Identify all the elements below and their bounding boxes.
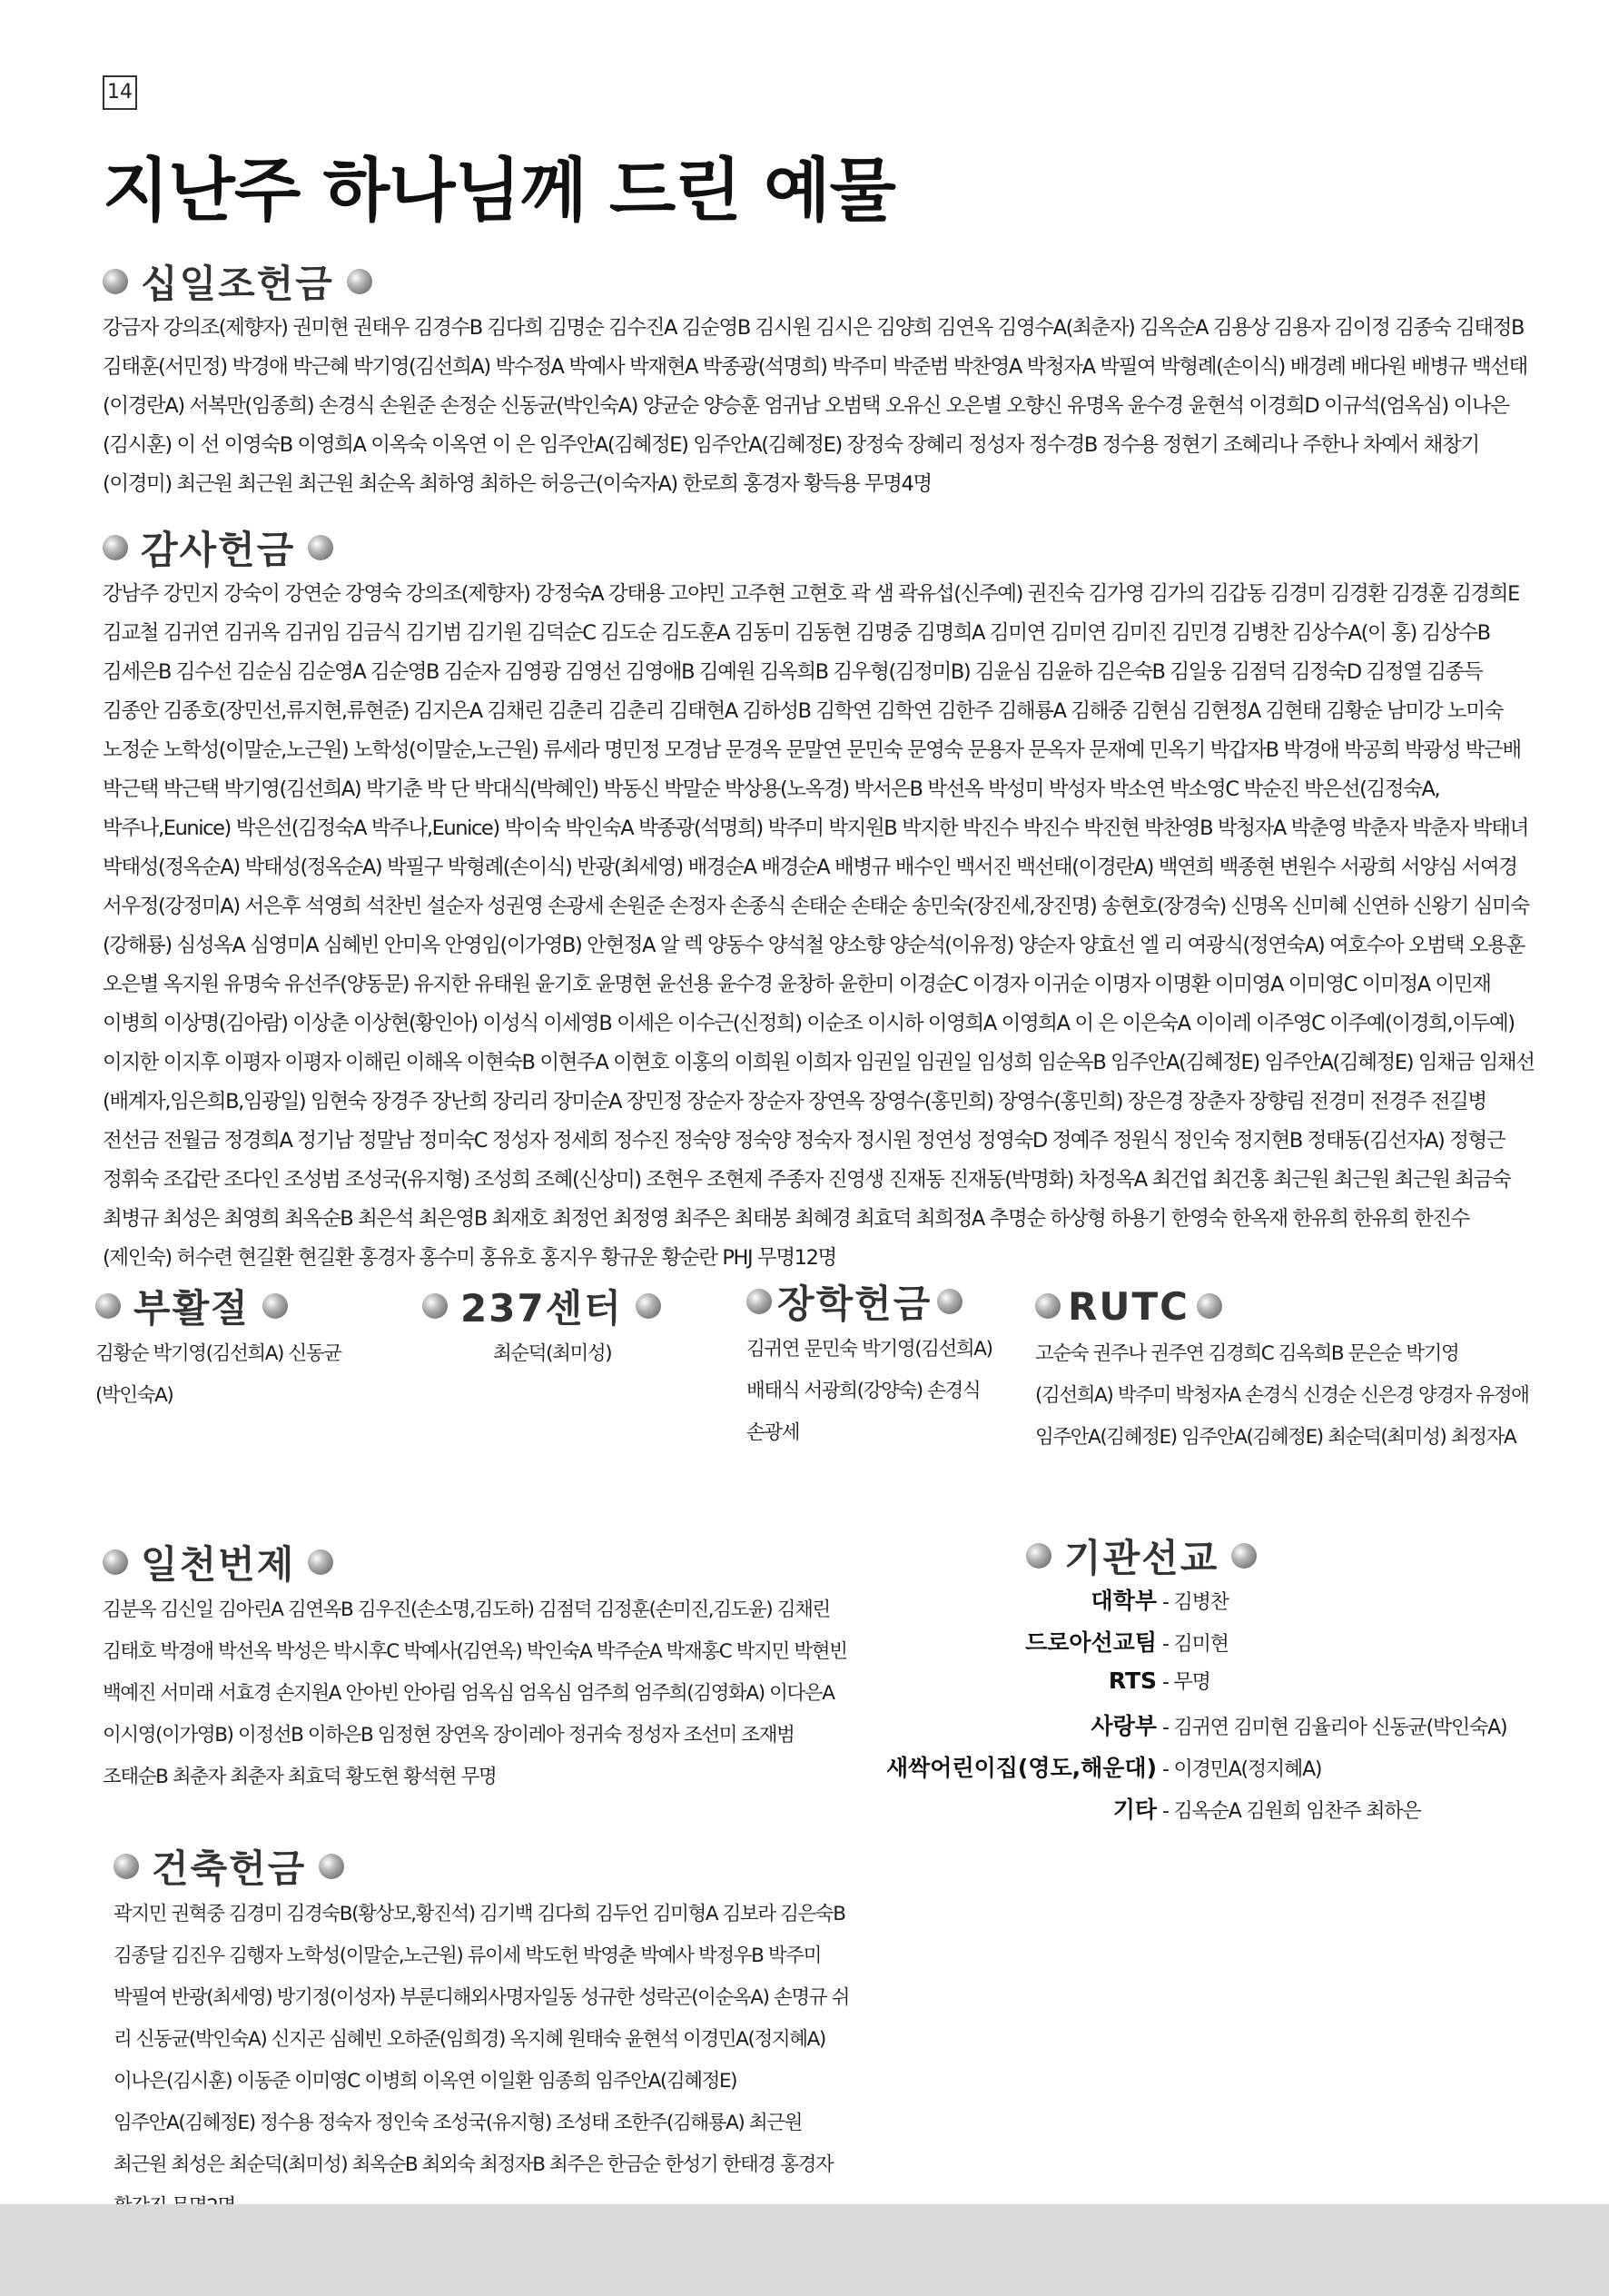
bullet-icon <box>114 1854 139 1879</box>
page-title: 지난주 하나님께 드린 예물 <box>103 150 895 231</box>
rutc-section <box>1035 1279 1530 1459</box>
bullet-icon <box>103 269 128 294</box>
bullet-icon <box>347 269 372 294</box>
section-title-tithe: 십일조헌금 <box>141 262 334 306</box>
section-heading <box>103 254 1537 309</box>
section-title-resurrection: 부활절 <box>133 1286 250 1331</box>
bullet-icon <box>1197 1293 1222 1319</box>
missions-section <box>872 1529 1562 1834</box>
tithe-donor-list: 강금자 강의조(제향자) 권미현 권태우 김경수B 김다희 김명순 김수진A 김순영B 김시원 김시은 김양희 김연옥 김영수A(최춘자) 김옥순A 김용상 김용자 김이정 김종숙 김태정B 김태훈(서민정) 박경애 박근혜 박기영(김선희A) 박수정A 박예사 박재현A 박종광(석명희) 박주미 박준범 박찬영A 박청자A 박필여 박형례(손이식) 배경례 배다원 배병규 백선태(이경란A) 서복만(임종희) 손경식 손원준 손정순 신동균(박인숙A) 양균순 양승훈 엄귀남 오범택 오유신 오은별 오향신 유명옥 윤수경 윤현석 이경희D 이규석(엄옥심) 이나은(김시훈) 이 선 이영숙B 이영희A 이옥숙 이옥연 이 은 임주안A(김혜정E) 임주안A(김혜정E) 장정숙 장혜리 정성자 정수경B 정수용 정현기 조혜리나 주한나 차예서 채창기(이경미) 최근원 최근원 최근원 최순옥 최하영 최하은 허응근(이숙자A) 한로희 홍경자 황득용 무명4명 <box>103 316 1527 496</box>
thanks-section <box>103 520 1537 1278</box>
missions-list <box>872 1583 1562 1834</box>
footer-band <box>0 2204 1609 2296</box>
bullet-icon <box>262 1293 288 1319</box>
center237-donor-list: 최순덕(최미성) <box>493 1342 612 1365</box>
bullet-icon <box>1026 1543 1051 1569</box>
section-title-missions: 기관선교 <box>1064 1536 1219 1580</box>
building-section <box>114 1839 854 2228</box>
scholarship-donor-list: 김귀연 문민숙 박기영(김선희A) 배태식 서광희(강양숙) 손경식 손광세 <box>746 1338 992 1444</box>
bullet-icon <box>95 1293 121 1319</box>
section-heading <box>1035 1279 1530 1333</box>
mission-row <box>872 1667 1562 1708</box>
bullet-icon <box>103 1549 128 1575</box>
section-heading <box>746 1274 1019 1329</box>
mission-value: - 김미현 <box>1162 1633 1229 1656</box>
section-title-rutc: RUTC <box>1068 1283 1189 1329</box>
ilcheon-donor-list: 김분옥 김신일 김아린A 김연옥B 김우진(손소명,김도하) 김점덕 김정훈(손미진,김도윤) 김채린 김태호 박경애 박선옥 박성은 박시후C 박예사(김연옥) 박인숙A 박주순A 박재홍C 박지민 박현빈 백예진 서미래 서효경 손지원A 안아빈 안아림 엄옥심 엄옥심 엄주희 엄주희(김영화A) 이다은A 이시영(이가영B) 이정선B 이하은B 임정현 장연옥 장이레아 정귀숙 정성자 조선미 조재범 조태순B 최춘자 최춘자 최효덕 황도현 황석현 무명 <box>103 1598 847 1788</box>
section-heading <box>422 1279 695 1333</box>
mission-value: - 김병찬 <box>1162 1591 1229 1614</box>
mission-label: 드로아선교팀 <box>1025 1629 1157 1656</box>
section-title-ilcheon: 일천번제 <box>141 1542 296 1587</box>
page-number: 14 <box>103 75 137 110</box>
mission-row <box>872 1792 1562 1834</box>
mission-value: - 무명 <box>1162 1671 1210 1694</box>
mission-value: - 김귀연 김미현 김율리아 신동균(박인숙A) <box>1162 1717 1507 1739</box>
mission-label: 대학부 <box>1091 1588 1157 1614</box>
mission-value: - 김옥순A 김원희 임찬주 최하은 <box>1162 1800 1421 1823</box>
bullet-icon <box>1035 1293 1061 1319</box>
bullet-icon <box>319 1854 344 1879</box>
thanks-donor-list: 강남주 강민지 강숙이 강연순 강영숙 강의조(제향자) 강정숙A 강태용 고야민 고주현 고현호 곽 샘 곽유섭(신주예) 권진숙 김가영 김가의 김갑동 김경미 김경환 김경훈 김경희E 김교철 김귀연 김귀옥 김귀임 김금식 김기범 김기원 김덕순C 김도순 김도훈A 김동미 김동현 김명중 김명희A 김미연 김미연 김미진 김민경 김병찬 김상수A(이 홍) 김상수B 김세은B 김수선 김순심 김순영A 김순영B 김순자 김영광 김영선 김영애B 김예원 김옥희B 김우형(김정미B) 김윤심 김윤하 김은숙B 김일웅 김점덕 김정숙D 김정열 김종득 김종안 김종호(장민선,류지현,류현준) 김지은A 김채린 김춘리 김춘리 김태현A 김하성B 김학연 김학연 김한주 김해룡A 김해중 김현심 김현정A 김현태 김황순 남미강 노미숙 노정순 노학성(이말순,노근원) 노학성(이말순,노근원) 류세라 명민정 모경남 문경옥 문말연 문민숙 문영숙 문용자 문옥자 문재예 민옥기 박갑자B 박경애 박공희 박광성 박근배 박근택 박근택 박기영(김선희A) 박기춘 박 단 박대식(박혜인) 박동신 박말순 박상용(노옥경) 박서은B 박선옥 박성미 박성자 박소연 박소영C 박순진 박은선(김정숙A,박주나,Eunice) 박은선(김정숙A 박주나,Eunice) 박이숙 박인숙A 박종광(석명희) 박주미 박지원B 박지한 박진수 박진수 박진현 박찬영B 박청자A 박춘영 박춘자 박춘자 박태녀 박태성(정옥순A) 박태성(정옥순A) 박필구 박형례(손이식) 반광(최세영) 배경순A 배경순A 배병규 배수인 백서진 백선태(이경란A) 백연희 백종현 변원수 서광희 서양심 서여경 서우정(강정미A) 서은후 석영희 석찬빈 설순자 성권영 손광세 손원준 손정자 손종식 손태순 손태순 송민숙(장진세,장진명) 송현호(장경숙) 신명옥 신미혜 신연하 신왕기 심미숙(강해룡) 심성옥A 심영미A 심혜빈 안미옥 안영임(이가영B) 안현정A 알 렉 양동수 양석철 양소향 양순석(이유정) 양순자 양효선 엘 리 여광식(정연숙A) 여호수아 오범택 오용훈 오은별 옥지원 유명숙 유선주(양동문) 유지한 유태원 윤기호 윤명현 윤선용 윤수경 윤창하 윤한미 이경순C 이경자 이귀순 이명자 이명환 이미영A 이미영C 이미정A 이민재 이병희 이상명(김아람) 이상춘 이상현(황인아) 이성식 이세영B 이세은 이수근(신정희) 이순조 이시하 이영희A 이영희A 이 은 이은숙A 이이레 이주영C 이주예(이경희,이두예) 이지한 이지후 이평자 이평자 이해린 이해옥 이현숙B 이현주A 이현호 이홍의 이희원 이희자 임권일 임권일 임성희 임순옥B 임주안A(김혜정E) 임주안A(김혜정E) 임채금 임채선(배계자,임은희B,임광일) 임현숙 장경주 장난희 장리리 장미순A 장민정 장순자 장순자 장연옥 장영수(홍민희) 장영수(홍민희) 장은경 장춘자 장향림 전경미 전경주 전길병 전선금 전월금 정경희A 정기남 정말남 정미숙C 정성자 정세희 정수진 정숙양 정숙양 정숙자 정시원 정연성 정영숙D 정예주 정원식 정인숙 정지현B 정태동(김선자A) 정형근 정휘숙 조갑란 조다인 조성범 조성국(유지형) 조성희 조혜(신상미) 조현우 조현제 주종자 진영생 진재동 진재동(박명화) 차정옥A 최건업 최건홍 최근원 최근원 최근원 최금숙 최병규 최성은 최영희 최옥순B 최은석 최은영B 최재호 최정언 최정영 최주은 최태봉 최혜경 최효덕 최희정A 추명순 하상형 하용기 한영숙 한옥재 한유희 한유희 한진수(제인숙) 허수련 현길환 현길환 홍경자 홍수미 홍유호 홍지우 황규운 황순란 PHJ 무명12명 <box>103 582 1535 1270</box>
bullet-icon <box>1231 1543 1257 1569</box>
section-title-scholarship: 장학헌금 <box>777 1282 933 1326</box>
section-heading <box>872 1529 1562 1583</box>
rutc-donor-list: 고순숙 권주나 권주연 김경희C 김옥희B 문은순 박기영(김선희A) 박주미 박청자A 손경식 신경순 신은경 양경자 유정애 임주안A(김혜정E) 임주안A(김혜정E) 최순덕(최미성) 최정자A <box>1035 1342 1529 1449</box>
bullet-icon <box>103 535 128 560</box>
scholarship-section <box>746 1274 1019 1454</box>
bullet-icon <box>937 1289 962 1314</box>
section-heading <box>103 520 1537 575</box>
section-title-building: 건축헌금 <box>152 1846 307 1891</box>
resurrection-section <box>95 1279 413 1417</box>
section-heading <box>114 1839 854 1894</box>
mission-label: RTS <box>1108 1668 1157 1694</box>
mission-label: 사랑부 <box>1091 1713 1157 1739</box>
mission-row <box>872 1583 1562 1625</box>
section-title-center237: 237센터 <box>460 1286 623 1331</box>
section-heading <box>95 1279 413 1333</box>
mission-row <box>872 1750 1562 1792</box>
mission-row <box>872 1708 1562 1750</box>
ilcheon-section <box>103 1535 847 1798</box>
center237-section <box>422 1279 695 1375</box>
bullet-icon <box>636 1293 661 1319</box>
mission-label: 새싹어린이집(영도,해운대) <box>886 1755 1157 1781</box>
bullet-icon <box>746 1289 772 1314</box>
tithe-section <box>103 254 1537 504</box>
mission-value: - 이경민A(정지혜A) <box>1162 1758 1322 1781</box>
mission-row <box>872 1625 1562 1667</box>
building-donor-list: 곽지민 권혁중 김경미 김경숙B(황상모,황진석) 김기백 김다희 김두언 김미형A 김보라 김은숙B 김종달 김진우 김행자 노학성(이말순,노근원) 류이세 박도헌 박영춘 박예사 박정우B 박주미 박필여 반광(최세영) 방기정(이성자) 부룬디해외사명자일동 성규한 성락곤(이순옥A) 손명규 쉬 리 신동균(박인숙A) 신지곤 심혜빈 오하준(임희경) 옥지혜 원태숙 윤현석 이경민A(정지혜A) 이나은(김시훈) 이동준 이미영C 이병희 이옥연 이일환 임종희 임주안A(김혜정E) 임주안A(김혜정E) 정수용 정숙자 정인숙 조성국(유지형) 조성태 조한주(김해룡A) 최근원 최근원 최성은 최순덕(최미성) 최옥순B 최외숙 최정자B 최주은 한금순 한성기 한태경 홍경자 <box>114 1903 849 2176</box>
resurrection-donor-list: 김황순 박기영(김선희A) 신동균(박인숙A) <box>95 1342 341 1407</box>
section-title-thanks: 감사헌금 <box>141 528 296 572</box>
bullet-icon <box>308 535 333 560</box>
bullet-icon <box>308 1549 333 1575</box>
mission-label: 기타 <box>1112 1796 1157 1823</box>
section-heading <box>103 1535 847 1589</box>
bullet-icon <box>422 1293 448 1319</box>
